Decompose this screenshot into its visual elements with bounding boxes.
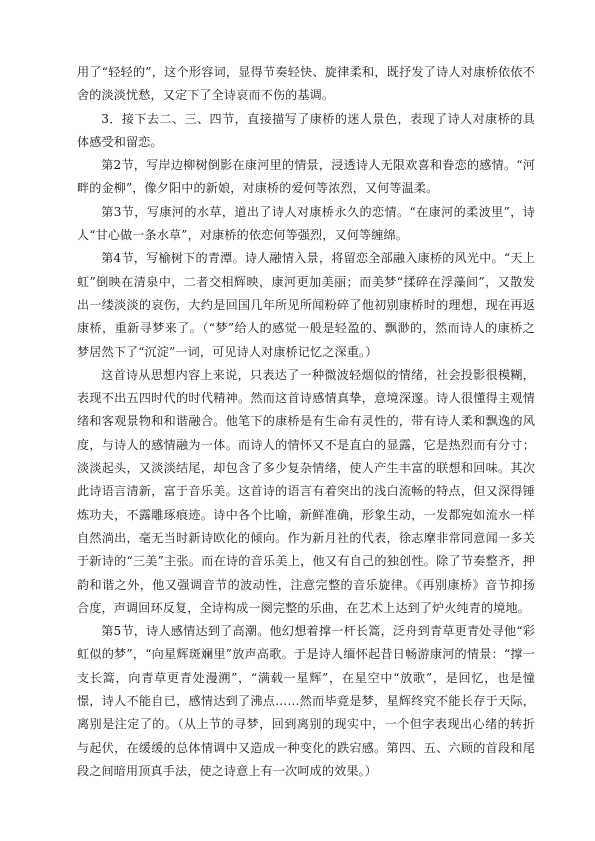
paragraph-overall-analysis: 这首诗从思想内容上来说，只表达了一种微波轻烟似的情绪，社会投影很模糊，表现不出五四时代的时代精神。然而这首诗感情真挚，意境深邃。诗人很懂得主观情绪和客观景物和和谐融合。他笔下的康桥是有生命有灵性的，带有诗人柔和飘逸的风度，与诗人的感情融为一体。而诗人的情怀又不是直白的显露，它是热烈而有分寸；淡淡起头，又淡淡结尾，却包含了多少复杂情绪，使人产生丰富的联想和回味。其次此诗语言清新，富于音乐美。这首诗的语言有着突出的浅白流畅的特点，但又深得锤炼功夫，不露雕琢痕迹。诗中各个比喻，新鲜准确，形象生动，一发都宛如流水一样自然淌出，毫无当时新诗欧化的倾向。作为新月社的代表，徐志摩非常同意闻一多关于新诗的“三美”主张。而在诗的音乐美上，他又有自己的独创性。除了节奏整齐，押韵和谐之外，他又强调音节的波动性，注意完整的音乐旋律。《再别康桥》音节抑扬合度，声调回环反复，全诗构成一阕完整的乐曲，在艺术上达到了炉火纯青的境地。 [77,367,535,615]
paragraph-stanza-2: 第2节，写岸边柳树倒影在康河里的情景，浸透诗人无限欢喜和眷恋的感情。“河畔的金柳”，像夕阳中的新娘，对康桥的爱何等浓烈，又何等温柔。 [77,158,535,196]
paragraph-point-3: 3．接下去二、三、四节，直接描写了康桥的迷人景色，表现了诗人对康桥的具体感受和留恋。 [77,111,535,149]
paragraph-stanza-4: 第4节，写榆树下的青潭。诗人融情入景，将留恋全部融入康桥的风光中。“天上虹”倒映在清泉中，二者交相辉映，康河更加美丽；而美梦“揉碎在浮藻间”，又散发出一缕淡淡的哀伤，大约是回国几年所见所闻粉碎了他初别康桥时的理想，现在再返康桥，重新寻梦来了。（“梦”给人的感觉一般是轻盈的、飘渺的，然而诗人的康桥之梦居然下了“沉淀”一词，可见诗人对康桥记忆之深重。） [77,251,535,359]
paragraph-intro-continuation: 用了“轻轻的”，这个形容词，显得节奏轻快、旋律柔和，既抒发了诗人对康桥依依不舍的淡淡忧愁，又定下了全诗哀而不伤的基调。 [77,65,535,103]
paragraph-stanza-3: 第3节，写康河的水草，道出了诗人对康桥永久的恋情。“在康河的柔波里”，诗人“甘心做一条水草”，对康桥的依恋何等强烈，又何等缠绵。 [77,204,535,243]
paragraph-stanza-5: 第5节，诗人感情达到了高潮。他幻想着撑一杆长篙，泛舟到青草更青处寻他“彩虹似的梦”，“向星辉斑斓里”放声高歌。于是诗人缅怀起昔日畅游康河的情景：“撑一支长篙，向青草更青处漫溯”，“满载一星辉”，在星空中“放歌”，是回忆，也是憧憬，诗人不能自已，感情达到了沸点……然而毕竟是梦，星辉终究不能长存于天际，离别是注定了的。（从上节的寻梦，回到离别的现实中，一个但字表现出心绪的转折与起伏，在缓缓的总体情调中又造成一种变化的跌宕感。第四、五、六顾的首段和尾段之间暗用顶真手法，使之诗意上有一次呵成的效果。） [77,624,535,778]
